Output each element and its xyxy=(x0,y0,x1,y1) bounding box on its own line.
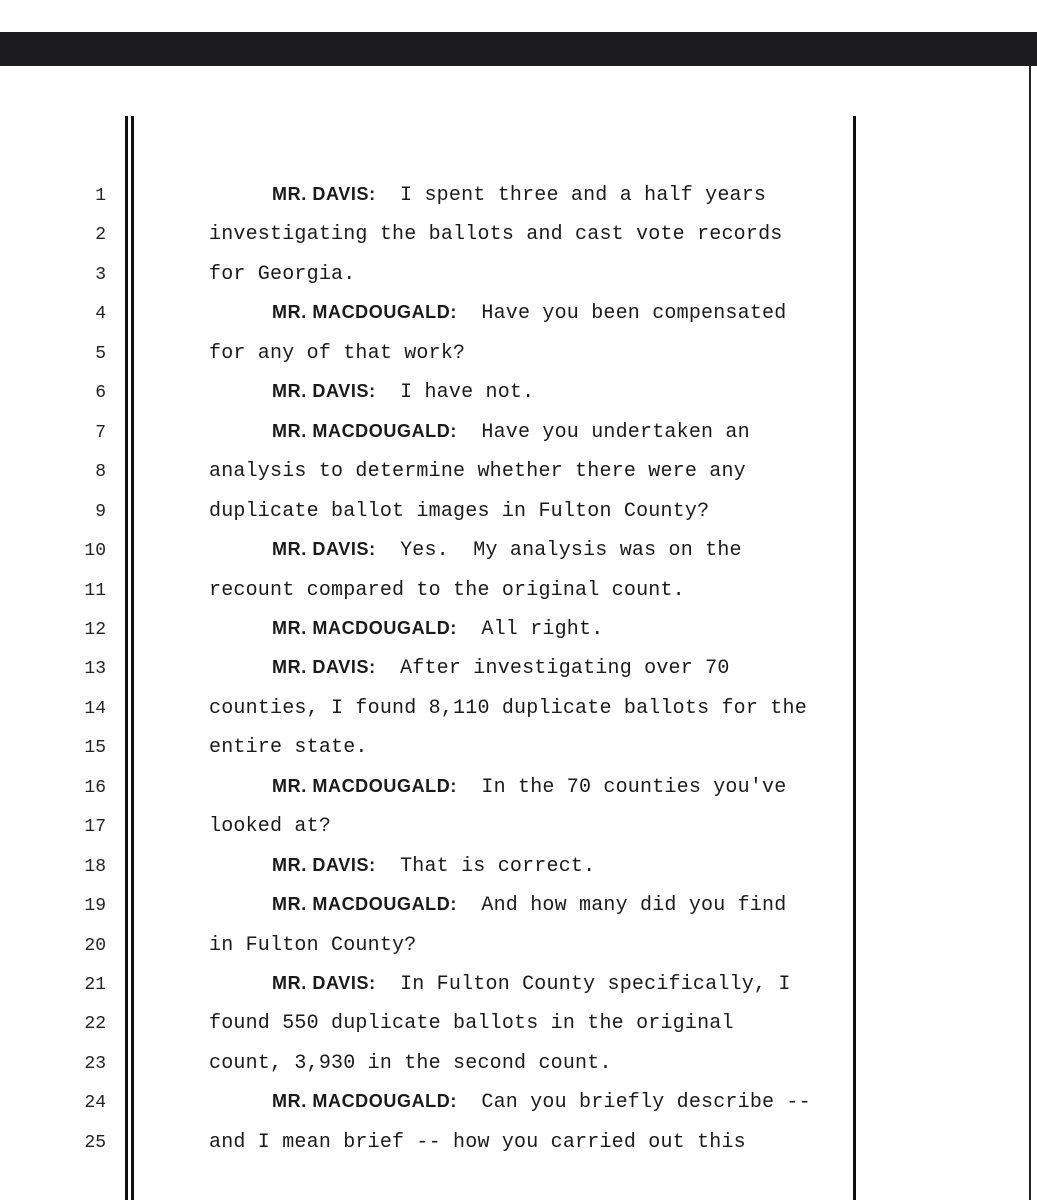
line-text xyxy=(272,894,786,917)
line-text xyxy=(209,697,807,720)
spoken-text: for any of that work? xyxy=(209,341,466,365)
line-text xyxy=(209,342,465,365)
spoken-text: entire state. xyxy=(209,736,368,760)
transcript-line xyxy=(0,1125,1037,1164)
transcript-line xyxy=(0,1085,1037,1124)
speaker-label: MR. MACDOUGALD: xyxy=(272,420,457,441)
line-text xyxy=(209,1052,612,1075)
spoken-text: looked at? xyxy=(209,815,332,839)
line-number: 3 xyxy=(95,264,106,285)
transcript-line xyxy=(0,967,1037,1006)
transcript-line xyxy=(0,1006,1037,1045)
spoken-text: in Fulton County? xyxy=(209,933,417,957)
line-text xyxy=(272,973,791,996)
spoken-text: counties, I found 8,110 duplicate ballots for the xyxy=(209,696,807,720)
transcript-line xyxy=(0,888,1037,927)
spoken-text: duplicate ballot images in Fulton County? xyxy=(209,499,710,523)
line-number: 6 xyxy=(95,383,106,404)
line-text xyxy=(272,381,534,404)
transcript-line xyxy=(0,454,1037,493)
spoken-text: That is correct. xyxy=(375,854,596,878)
speaker-label: MR. MACDOUGALD: xyxy=(272,775,457,796)
line-number: 21 xyxy=(84,975,106,995)
spoken-text: In Fulton County specifically, I xyxy=(375,973,791,996)
transcript-line xyxy=(0,730,1037,769)
spoken-text: count, 3,930 in the second count. xyxy=(209,1051,612,1075)
line-text xyxy=(209,500,709,523)
line-text xyxy=(209,934,416,957)
speaker-label: MR. MACDOUGALD: xyxy=(272,617,457,638)
speaker-label: MR. DAVIS: xyxy=(272,539,376,560)
line-number: 17 xyxy=(84,817,106,838)
transcript-line xyxy=(0,533,1037,572)
transcript-line xyxy=(0,770,1037,809)
line-number: 13 xyxy=(84,659,106,680)
speaker-label: MR. DAVIS: xyxy=(272,854,376,875)
line-text xyxy=(272,539,742,562)
speaker-label: MR. DAVIS: xyxy=(272,657,376,678)
line-number: 15 xyxy=(84,738,106,759)
line-number: 7 xyxy=(95,422,106,443)
spoken-text: for Georgia. xyxy=(209,262,356,286)
spoken-text: In the 70 counties you've xyxy=(456,775,787,799)
transcript-line xyxy=(0,375,1037,414)
line-text xyxy=(272,855,595,878)
line-number: 24 xyxy=(84,1093,106,1114)
line-number: 18 xyxy=(84,856,106,877)
spoken-text: found 550 duplicate ballots in the original xyxy=(209,1012,734,1036)
spoken-text: Have you undertaken an xyxy=(456,420,750,444)
transcript-line xyxy=(0,691,1037,730)
line-text xyxy=(272,1091,811,1114)
transcript-line xyxy=(0,494,1037,533)
transcript-line xyxy=(0,849,1037,888)
line-number: 12 xyxy=(84,619,106,640)
line-text xyxy=(209,736,368,759)
line-number: 16 xyxy=(84,777,106,798)
line-number: 11 xyxy=(84,580,106,601)
speaker-label: MR. DAVIS: xyxy=(272,381,376,402)
spoken-text: I spent three and a half years xyxy=(375,184,767,207)
speaker-label: MR. MACDOUGALD: xyxy=(272,302,457,323)
line-number: 19 xyxy=(84,896,106,917)
transcript-line xyxy=(0,651,1037,690)
transcript-line xyxy=(0,928,1037,967)
transcript-line xyxy=(0,1046,1037,1085)
line-number: 10 xyxy=(84,541,106,562)
line-number: 2 xyxy=(95,225,106,246)
line-text xyxy=(209,1131,746,1154)
line-text xyxy=(209,815,331,838)
transcript-line xyxy=(0,573,1037,612)
line-text xyxy=(209,263,355,286)
speaker-label: MR. MACDOUGALD: xyxy=(272,894,457,915)
spoken-text: All right. xyxy=(456,617,604,641)
line-text xyxy=(209,223,783,246)
transcript-line xyxy=(0,257,1037,296)
line-text xyxy=(272,421,750,444)
line-text xyxy=(272,657,730,680)
line-number: 23 xyxy=(84,1053,106,1074)
line-number: 20 xyxy=(84,935,106,956)
transcript-line xyxy=(0,296,1037,335)
line-number: 5 xyxy=(95,343,106,364)
line-number: 22 xyxy=(84,1014,106,1035)
line-number: 25 xyxy=(84,1132,106,1153)
line-number: 8 xyxy=(95,462,106,483)
line-number: 14 xyxy=(84,698,106,719)
spoken-text: recount compared to the original count. xyxy=(209,578,685,602)
line-text xyxy=(272,302,786,325)
transcript-line xyxy=(0,336,1037,375)
line-number: 1 xyxy=(95,186,106,206)
line-text xyxy=(209,579,685,602)
transcript-line xyxy=(0,809,1037,848)
line-text xyxy=(272,184,766,207)
line-number: 4 xyxy=(95,304,106,325)
spoken-text: and I mean brief -- how you carried out this xyxy=(209,1130,746,1154)
transcript-line xyxy=(0,612,1037,651)
spoken-text: And how many did you find xyxy=(456,894,787,918)
spoken-text: Can you briefly describe -- xyxy=(456,1091,811,1115)
top-bar xyxy=(0,32,1037,66)
spoken-text: I have not. xyxy=(375,381,535,405)
line-text xyxy=(209,1012,734,1035)
speaker-label: MR. MACDOUGALD: xyxy=(272,1091,457,1112)
spoken-text: analysis to determine whether there were any xyxy=(209,460,746,484)
spoken-text: Have you been compensated xyxy=(456,302,787,326)
line-text xyxy=(209,460,746,483)
spoken-text: investigating the ballots and cast vote records xyxy=(209,223,783,247)
spoken-text: Yes. My analysis was on the xyxy=(375,539,742,563)
transcript-line xyxy=(0,178,1037,217)
line-number: 9 xyxy=(95,501,106,522)
line-text xyxy=(272,618,603,641)
transcript-line xyxy=(0,217,1037,256)
spoken-text: After investigating over 70 xyxy=(375,657,730,681)
speaker-label: MR. DAVIS: xyxy=(272,184,376,204)
speaker-label: MR. DAVIS: xyxy=(272,973,376,993)
line-text xyxy=(272,776,786,799)
transcript-line xyxy=(0,415,1037,454)
